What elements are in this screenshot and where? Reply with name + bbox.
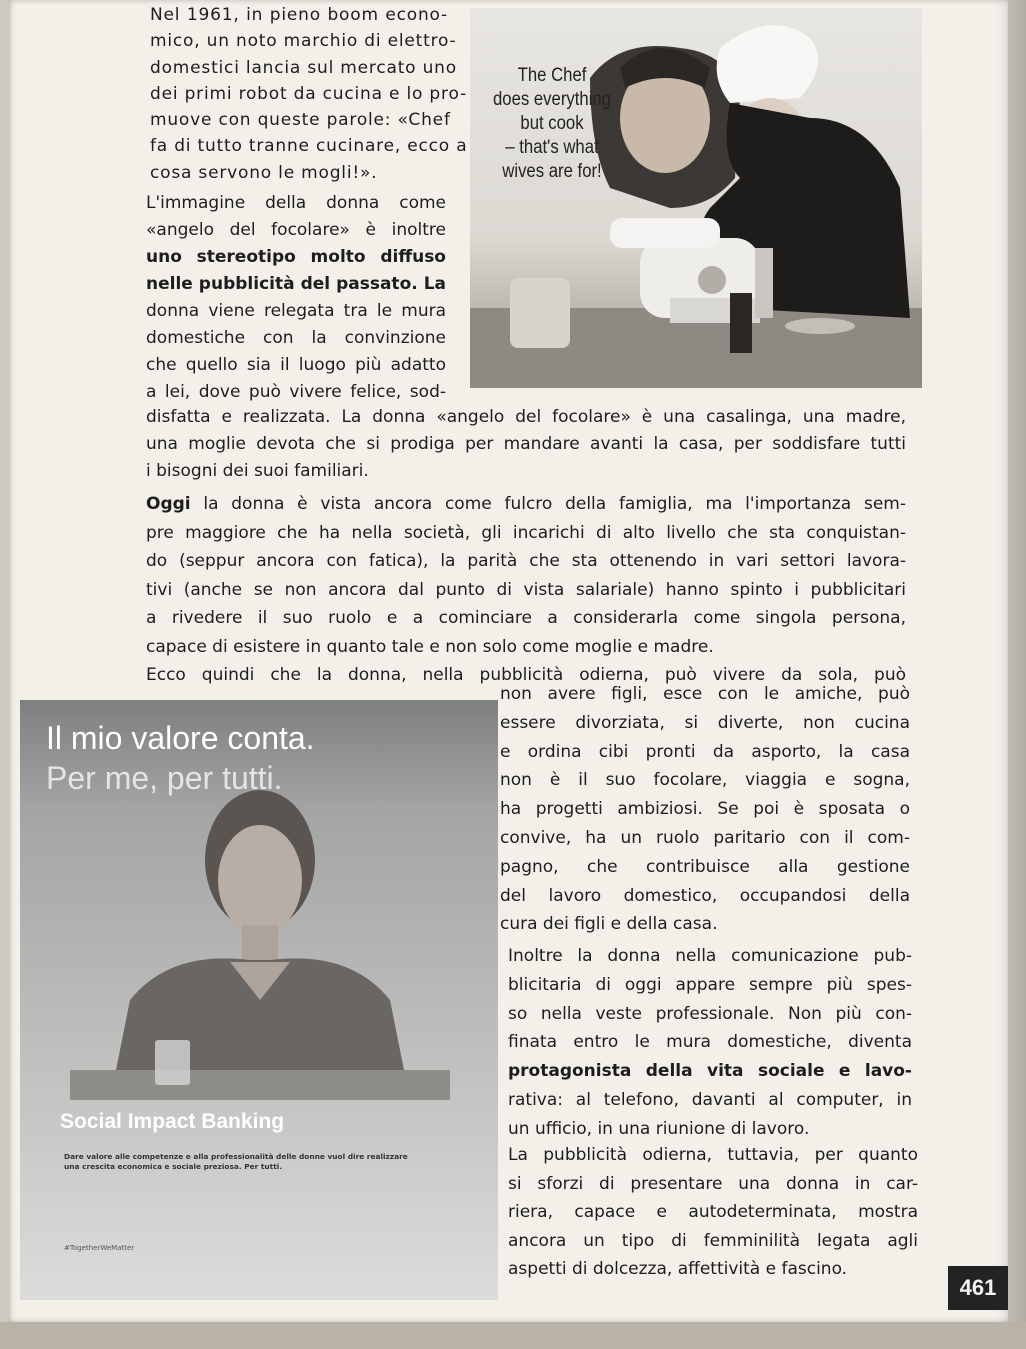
text-line: muove con queste parole: «Chef <box>150 110 451 131</box>
text-line: essere divorziata, si diverte, non cucina <box>500 712 910 733</box>
stereotype-paragraph <box>146 190 446 406</box>
text-line: non è il suo focolare, viaggia e sogna, <box>500 770 910 791</box>
ad-headline: Il mio valore conta. <box>46 720 315 756</box>
social-impact-banking-ad-image <box>20 700 498 1300</box>
text-line: convive, ha un ruolo paritario con il com- <box>500 827 910 848</box>
text-line: Inoltre la donna nella comunicazione pub- <box>508 946 912 966</box>
ad-brand-line: Social Impact Banking <box>60 1110 285 1133</box>
text-line: un ufficio, in una riunione di lavoro. <box>508 1118 810 1139</box>
ad-subheadline: Per me, per tutti. <box>46 760 283 796</box>
text-line: dei primi robot da cucina e lo pro- <box>150 83 467 104</box>
text-line: e ordina cibi pronti da asporto, la casa <box>500 741 910 762</box>
text-line: riera, capace e autodeterminata, mostra <box>508 1202 918 1222</box>
text-line: finata entro le mura domestiche, diventa <box>508 1032 912 1053</box>
text-line: rativa: al telefono, davanti al computer, in <box>508 1089 912 1110</box>
femininity-paragraph <box>508 1141 918 1284</box>
text-line: tivi (anche se non ancora dal punto di vista salariale) hanno spinto i pubblicitari <box>146 579 906 600</box>
today-paragraph <box>146 490 906 690</box>
page-bottom-edge <box>0 1322 1026 1349</box>
line-rest: la donna è vista ancora come fulcro della famiglia, ma l'importanza sem- <box>190 494 906 514</box>
text-line: L'immagine della donna come <box>146 193 446 213</box>
text-line: domestiche con la convinzione <box>146 328 446 348</box>
text-line: nelle pubblicità del passato. La <box>146 274 446 294</box>
slogan-line: – that's what <box>505 137 599 158</box>
ad-hashtag: #TogetherWeMatter <box>64 1244 135 1252</box>
text-line: donna viene relegata tra le mura <box>146 301 446 321</box>
vintage-ad-slogan <box>486 64 618 184</box>
text-line: uno stereotipo molto diffuso <box>146 247 446 267</box>
ad-caption: una crescita economica e sociale preziosa. Per tutti. <box>64 1162 283 1171</box>
text-line: protagonista della vita sociale e lavo- <box>508 1061 912 1082</box>
professional-woman-paragraph <box>508 942 912 1144</box>
text-line: si sforzi di presentare una donna in car- <box>508 1173 918 1194</box>
stereotype-paragraph-continued <box>146 404 906 485</box>
text-line: a lei, dove può vivere felice, sod- <box>146 382 446 402</box>
page-edge-shadow <box>996 0 1026 1349</box>
text-line: mico, un noto marchio di elettro- <box>150 31 457 52</box>
text-line: cosa servono le mogli!». <box>150 162 378 183</box>
text-line: La pubblicità odierna, tuttavia, per quanto <box>508 1145 918 1165</box>
slogan-line: but cook <box>520 113 584 134</box>
text-line: domestici lancia sul mercato uno <box>150 57 457 78</box>
vintage-chef-ad-image <box>470 8 922 388</box>
text-line: i bisogni dei suoi familiari. <box>146 461 369 481</box>
text-line <box>146 490 906 519</box>
text-line: del lavoro domestico, occupandosi della <box>500 885 910 906</box>
text-line: so nella veste professionale. Non più con- <box>508 1003 912 1024</box>
text-line: disfatta e realizzata. La donna «angelo del focolare» è una casalinga, una madre, <box>146 407 906 427</box>
text-line: non avere figli, esce con le amiche, può <box>500 684 910 704</box>
text-line: ha progetti ambiziosi. Se poi è sposata o <box>500 799 910 820</box>
text-line: una moglie devota che si prodiga per mandare avanti la casa, per soddisfare tutti <box>146 434 906 454</box>
text-line: pagno, che contribuisce alla gestione <box>500 856 910 877</box>
text-line: che quello sia il luogo più adatto <box>146 355 446 375</box>
text-line: a rivedere il suo ruolo e a cominciare a considerarla come singola persona, <box>146 608 906 628</box>
text-line: blicitaria di oggi appare sempre più spes- <box>508 974 912 995</box>
text-line: pre maggiore che ha nella società, gli incarichi di alto livello che sta conquistan- <box>146 522 906 543</box>
slogan-line: wives are for! <box>502 161 602 182</box>
text-line: capace di esistere in quanto tale e non solo come moglie e madre. <box>146 636 714 657</box>
text-line: aspetti di dolcezza, affettività e fascino. <box>508 1259 848 1279</box>
intro-paragraph <box>150 2 468 186</box>
slogan-line: does everything <box>492 89 612 110</box>
text-line: fa di tutto tranne cucinare, ecco a <box>150 136 468 157</box>
text-line: ancora un tipo di femminilità legata agli <box>508 1230 918 1251</box>
text-line: Ecco quindi che la donna, nella pubblicità odierna, può vivere da sola, può <box>146 665 906 685</box>
page-number: 461 <box>948 1266 1008 1310</box>
modern-woman-paragraph <box>500 680 910 939</box>
text-line: do (seppur ancora con fatica), la parità che sta ottenendo in vari settori lavora- <box>146 551 906 571</box>
text-line: «angelo del focolare» è inoltre <box>146 220 446 240</box>
bold-first-word: Oggi <box>146 494 191 514</box>
text-line: cura dei figli e della casa. <box>500 914 718 935</box>
ad-caption: Dare valore alle competenze e alla professionalità delle donne vuol dire realizzare <box>64 1152 408 1161</box>
slogan-line: The Chef <box>517 65 587 86</box>
text-line: Nel 1961, in pieno boom econo- <box>150 5 448 25</box>
